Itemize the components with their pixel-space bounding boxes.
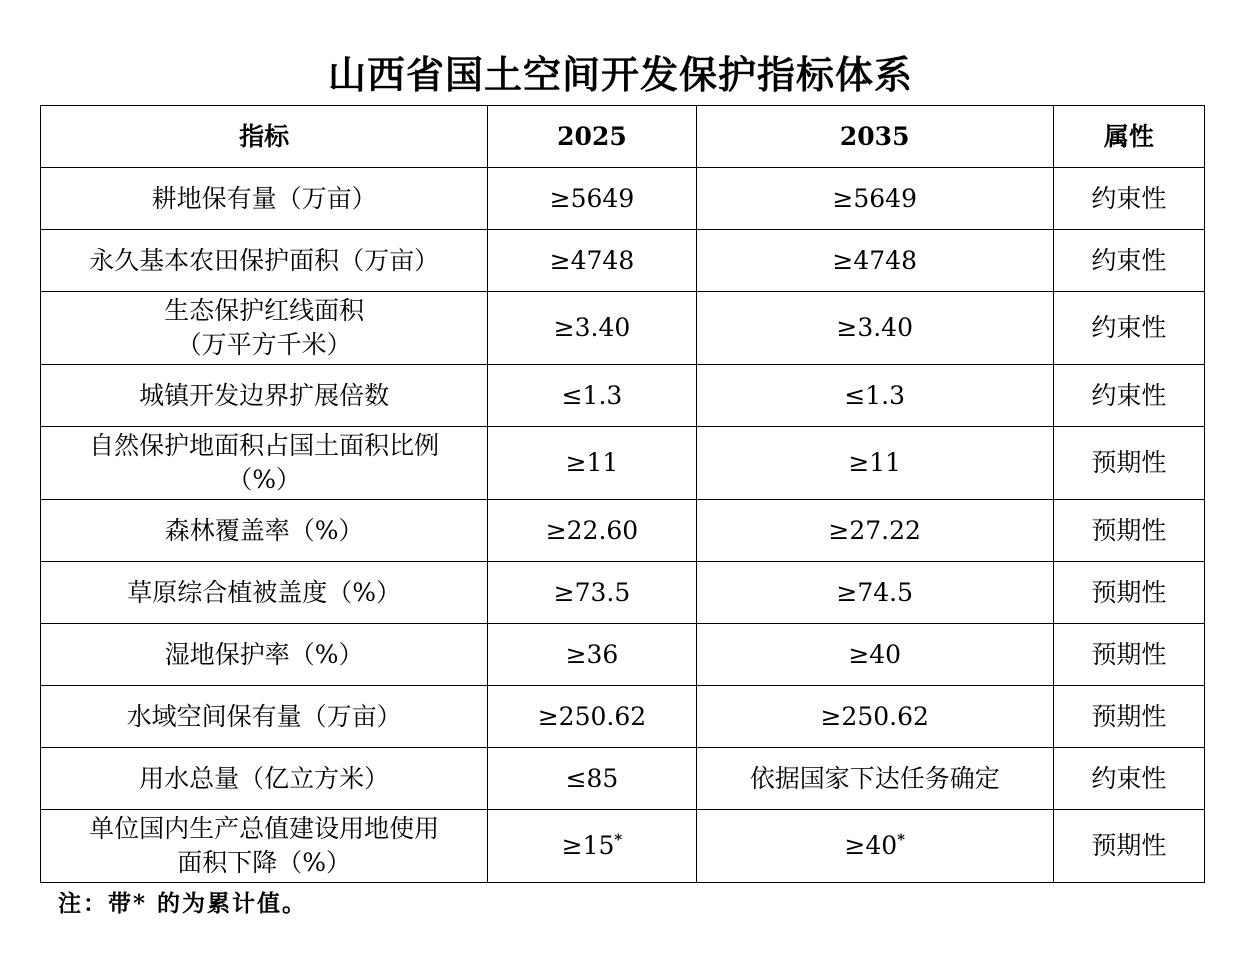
indicator-name-line: 生态保护红线面积 bbox=[164, 296, 365, 325]
value-2025: ≥3.40 bbox=[553, 313, 631, 342]
indicator-name-cell bbox=[41, 500, 488, 562]
value-2035: ≥4748 bbox=[832, 245, 917, 275]
attribute-cell: 约束性 bbox=[1053, 292, 1204, 365]
value-2025: ≥15 bbox=[561, 831, 615, 860]
value-2025-cell bbox=[488, 168, 696, 230]
indicator-name-cell bbox=[41, 562, 488, 624]
value-2035: ≤1.3 bbox=[844, 380, 906, 410]
value-2025-cell bbox=[488, 624, 696, 686]
value-2025: ≥5649 bbox=[549, 183, 635, 213]
table-row bbox=[41, 686, 1205, 748]
value-2035: ≥27.22 bbox=[828, 515, 921, 545]
indicator-name-cell bbox=[41, 810, 488, 883]
value-2035-cell bbox=[696, 500, 1053, 562]
value-2025: ≥250.62 bbox=[537, 701, 647, 731]
indicator-name-cell bbox=[41, 686, 488, 748]
value-2035-cell bbox=[696, 365, 1053, 427]
indicator-name-line: 城镇开发边界扩展倍数 bbox=[139, 380, 390, 410]
value-2035: ≥11 bbox=[848, 448, 902, 477]
indicator-name-cell bbox=[41, 624, 488, 686]
table-row bbox=[41, 810, 1205, 883]
value-2035: ≥250.62 bbox=[820, 701, 929, 731]
indicator-name-line: 单位国内生产总值建设用地使用 bbox=[89, 814, 440, 843]
cumulative-mark: * bbox=[897, 830, 905, 849]
value-2035-cell bbox=[696, 562, 1053, 624]
value-2035: ≥3.40 bbox=[836, 313, 913, 342]
indicator-name-cell bbox=[41, 292, 488, 365]
value-2025-cell bbox=[488, 365, 696, 427]
header-indicator: 指标 bbox=[41, 106, 488, 168]
table-row bbox=[41, 427, 1205, 500]
value-2035: ≥40 bbox=[848, 639, 902, 669]
header-attribute: 属性 bbox=[1053, 106, 1204, 168]
table-body bbox=[41, 168, 1205, 883]
indicator-name-line: 草原综合植被盖度（%） bbox=[127, 577, 402, 607]
value-2025: ≥36 bbox=[565, 639, 619, 669]
value-2025: ≥11 bbox=[565, 448, 619, 477]
attribute-cell: 预期性 bbox=[1053, 562, 1204, 624]
value-2025-cell bbox=[488, 292, 696, 365]
value-2025-cell bbox=[488, 810, 696, 883]
indicator-name-cell bbox=[41, 748, 488, 810]
indicator-name-line: 水域空间保有量（万亩） bbox=[126, 701, 402, 731]
value-2025-cell bbox=[488, 686, 696, 748]
indicator-name-line: （%） bbox=[227, 465, 302, 494]
table-row bbox=[41, 230, 1205, 292]
attribute-cell: 约束性 bbox=[1053, 168, 1204, 230]
attribute-cell: 预期性 bbox=[1053, 500, 1204, 562]
footnote: 注：带* 的为累计值。 bbox=[58, 890, 308, 917]
table-row bbox=[41, 562, 1205, 624]
indicator-name-line: 永久基本农田保护面积（万亩） bbox=[89, 245, 440, 275]
attribute-cell: 预期性 bbox=[1053, 427, 1204, 500]
attribute-cell: 预期性 bbox=[1053, 686, 1204, 748]
value-2035: ≥40 bbox=[844, 831, 898, 860]
indicator-name-cell bbox=[41, 365, 488, 427]
value-2025: ≥73.5 bbox=[553, 577, 631, 607]
table-row bbox=[41, 500, 1205, 562]
indicator-name-cell bbox=[41, 168, 488, 230]
value-2035-cell bbox=[696, 230, 1053, 292]
header-2035: 2035 bbox=[696, 106, 1053, 168]
value-2025-cell bbox=[488, 500, 696, 562]
table-row bbox=[41, 292, 1205, 365]
value-2035-cell bbox=[696, 748, 1053, 810]
value-2035-cell bbox=[696, 292, 1053, 365]
indicator-name-line: 耕地保有量（万亩） bbox=[151, 183, 377, 213]
value-2025: ≥22.60 bbox=[545, 515, 639, 545]
attribute-cell: 约束性 bbox=[1053, 365, 1204, 427]
page-title: 山西省国土空间开发保护指标体系 bbox=[327, 53, 913, 97]
attribute-cell: 预期性 bbox=[1053, 810, 1204, 883]
indicator-name-cell bbox=[41, 230, 488, 292]
indicator-name-line: 面积下降（%） bbox=[177, 848, 352, 877]
table-row bbox=[41, 748, 1205, 810]
value-2025: ≤85 bbox=[565, 763, 619, 793]
value-2025-cell bbox=[488, 230, 696, 292]
attribute-cell: 约束性 bbox=[1053, 230, 1204, 292]
value-2035: ≥5649 bbox=[832, 183, 917, 213]
indicator-table bbox=[40, 105, 1205, 883]
value-2025-cell bbox=[488, 562, 696, 624]
table-header-row bbox=[41, 106, 1205, 168]
value-2025-cell bbox=[488, 748, 696, 810]
indicator-name-line: 森林覆盖率（%） bbox=[164, 515, 364, 545]
value-2035-cell bbox=[696, 624, 1053, 686]
value-2025-cell bbox=[488, 427, 696, 500]
header-2025: 2025 bbox=[488, 106, 696, 168]
indicator-name-line: 用水总量（亿立方米） bbox=[139, 763, 390, 793]
value-2025: ≥4748 bbox=[549, 245, 635, 275]
value-2035: ≥74.5 bbox=[836, 577, 913, 607]
indicator-name-line: （万平方千米） bbox=[176, 330, 352, 359]
table-row bbox=[41, 168, 1205, 230]
table-row bbox=[41, 624, 1205, 686]
attribute-cell: 预期性 bbox=[1053, 624, 1204, 686]
table-row bbox=[41, 365, 1205, 427]
indicator-name-line: 湿地保护率（%） bbox=[164, 639, 364, 669]
value-2035: 依据国家下达任务确定 bbox=[749, 763, 1000, 793]
value-2035-cell bbox=[696, 686, 1053, 748]
value-2025: ≤1.3 bbox=[561, 380, 623, 410]
cumulative-mark: * bbox=[614, 830, 623, 849]
value-2035-cell bbox=[696, 168, 1053, 230]
indicator-name-line: 自然保护地面积占国土面积比例 bbox=[89, 431, 440, 460]
indicator-name-cell bbox=[41, 427, 488, 500]
attribute-cell: 约束性 bbox=[1053, 748, 1204, 810]
value-2035-cell bbox=[696, 810, 1053, 883]
value-2035-cell bbox=[696, 427, 1053, 500]
